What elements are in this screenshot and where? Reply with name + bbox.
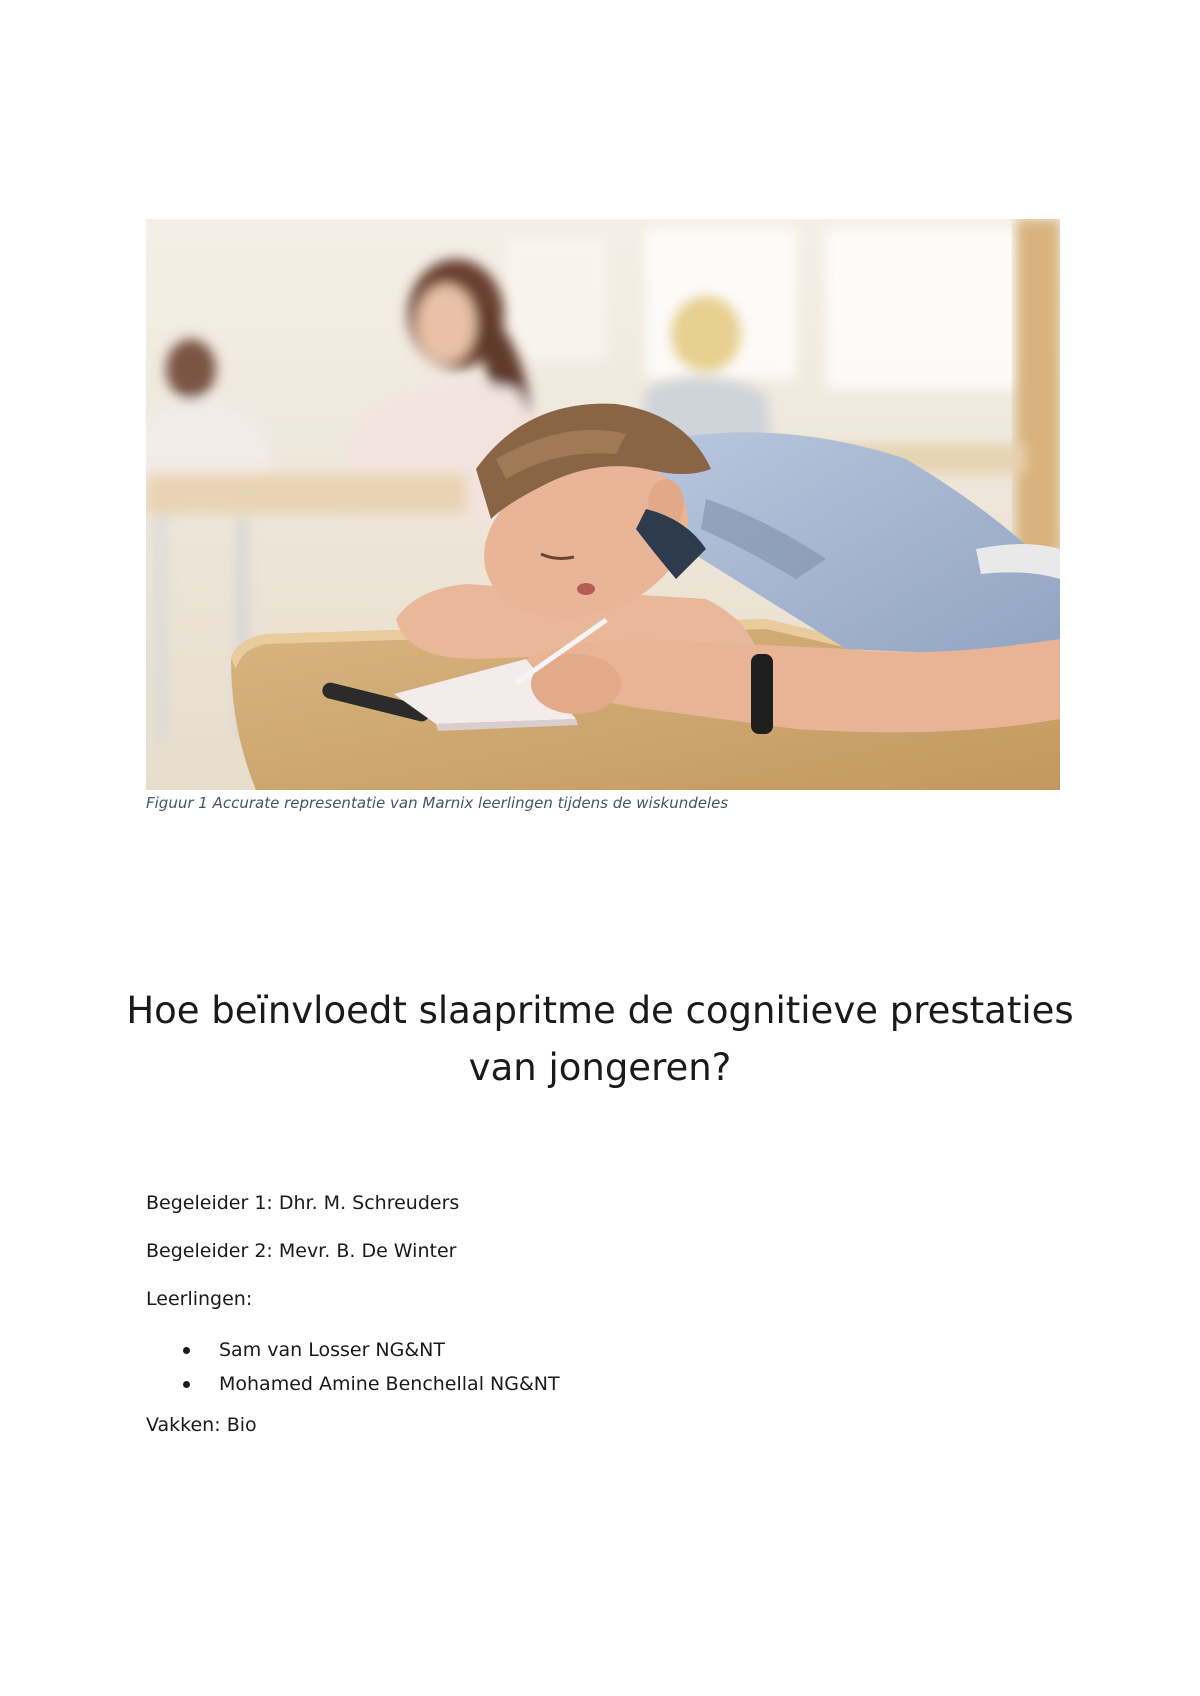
student-name: Mohamed Amine Benchellal NG&NT xyxy=(219,1373,560,1395)
subjects-label: Vakken: xyxy=(146,1414,221,1436)
students-label: Leerlingen: xyxy=(146,1288,253,1310)
list-item xyxy=(146,1333,560,1367)
page-title-line-2: van jongeren? xyxy=(468,1046,732,1089)
supervisor-1 xyxy=(146,1192,459,1214)
student-name: Sam van Losser NG&NT xyxy=(219,1339,446,1361)
supervisor-1-value: Dhr. M. Schreuders xyxy=(278,1192,460,1214)
list-item xyxy=(146,1367,560,1401)
subjects-value: Bio xyxy=(226,1414,257,1436)
student-list xyxy=(146,1333,560,1401)
bullet-icon xyxy=(183,1381,190,1388)
subjects xyxy=(146,1414,257,1436)
figure-caption: Figuur 1 Accurate representatie van Marnix leerlingen tijdens de wiskundeles xyxy=(146,794,729,812)
supervisor-1-label: Begeleider 1: xyxy=(146,1192,273,1214)
page-title-line-1: Hoe beïnvloedt slaapritme de cognitieve prestaties xyxy=(126,989,1074,1032)
supervisor-2-label: Begeleider 2: xyxy=(146,1240,273,1262)
supervisor-2 xyxy=(146,1240,456,1262)
supervisor-2-value: Mevr. B. De Winter xyxy=(278,1240,457,1262)
classroom-photo xyxy=(146,219,1060,790)
bullet-icon xyxy=(183,1347,190,1354)
classroom-photo-icon xyxy=(146,219,1060,790)
page-title xyxy=(100,982,1100,1096)
